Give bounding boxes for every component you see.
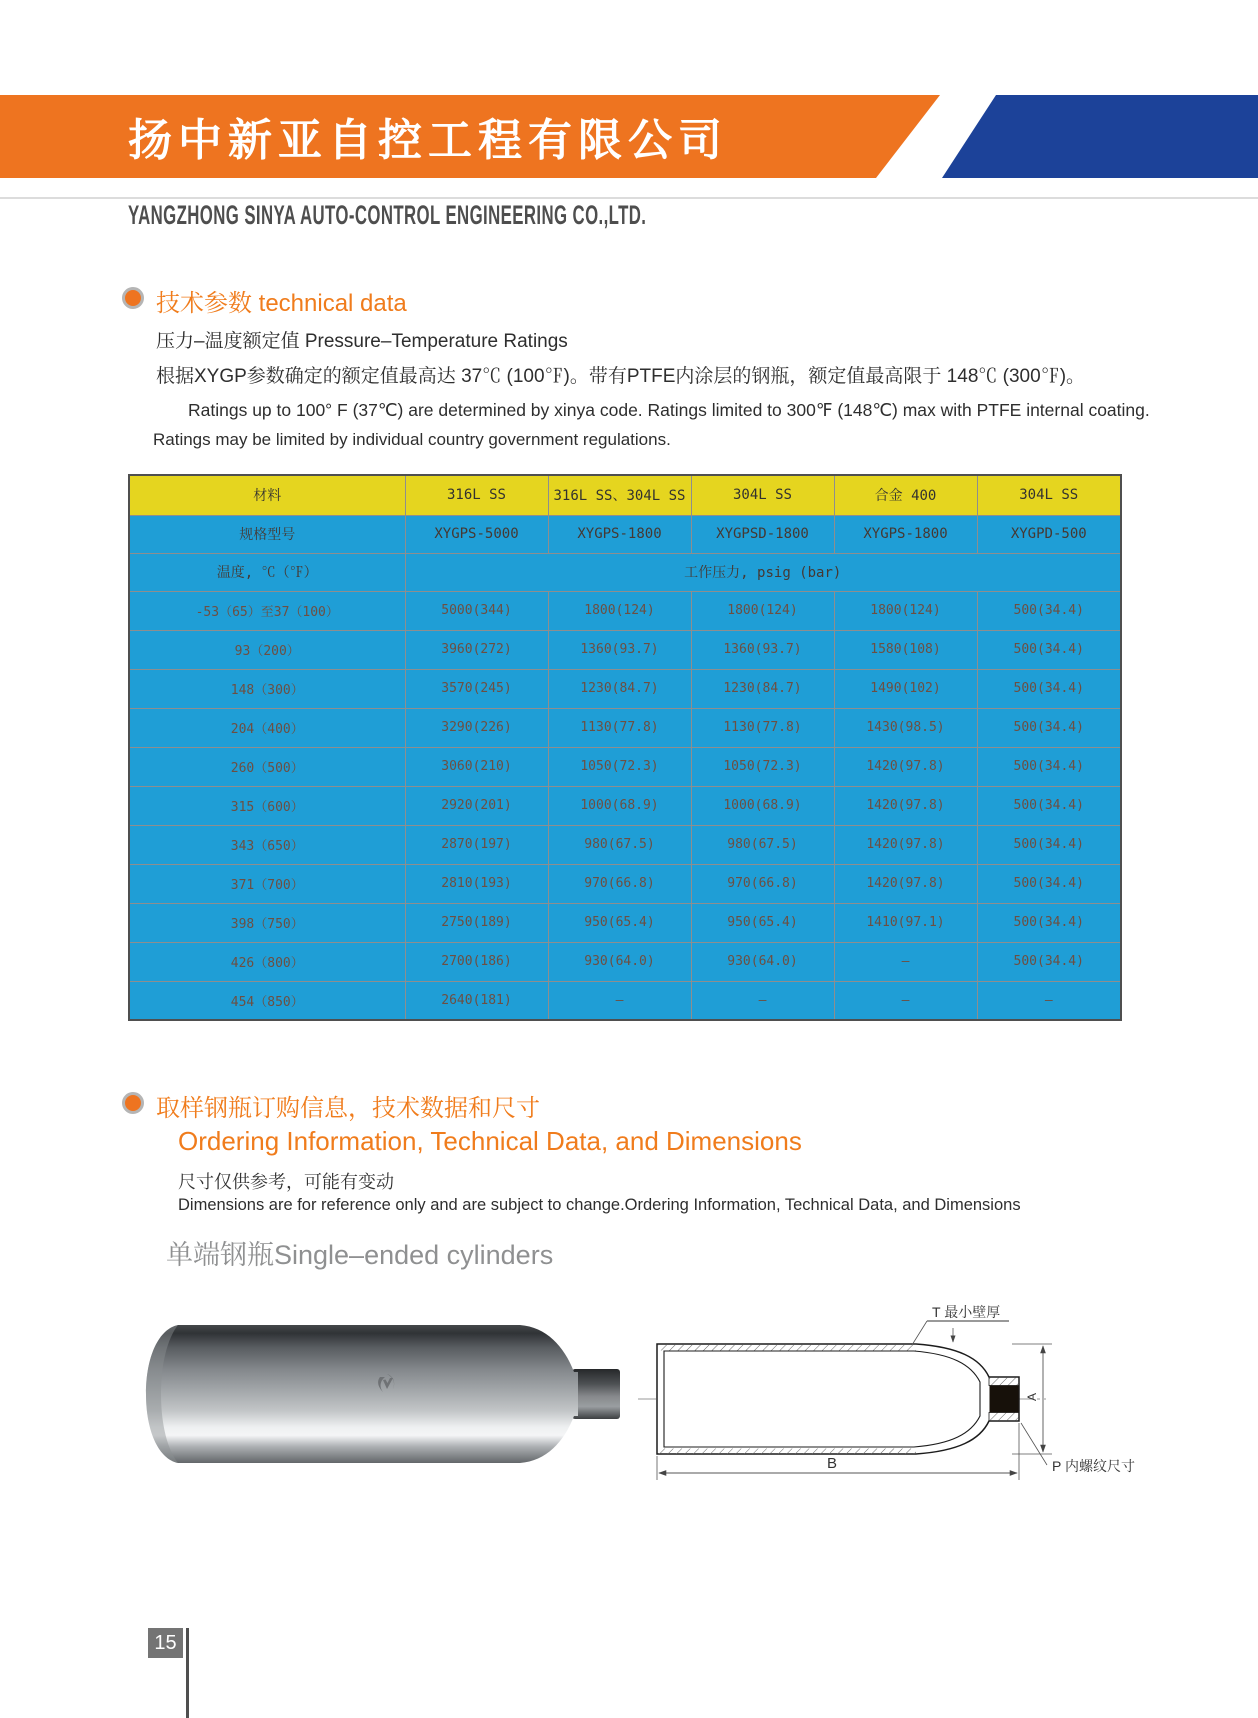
- pressure-cell: 1050(72.3): [548, 747, 691, 786]
- header-cell: 316L SS: [405, 475, 548, 515]
- temperature-cell: 148（300）: [129, 669, 405, 708]
- pressure-cell: 1430(98.5): [834, 708, 977, 747]
- cylinder-body: [146, 1325, 578, 1463]
- table-row: [129, 630, 1121, 669]
- b-dimension-label: B: [826, 1455, 838, 1472]
- ratings-line-cn: 根据XYGP参数确定的额定值最高达 37℃ (100℉)。带有PTFE内涂层的钢瓶，额定值最高限于 148℃ (300℉)。: [156, 366, 1086, 387]
- neck-collar-hatch-top: [989, 1377, 1019, 1386]
- model-cell: XYGPS-1800: [548, 515, 691, 553]
- pressure-cell: 3570(245): [405, 669, 548, 708]
- banner-blue-shape: [942, 95, 1258, 178]
- neck-collar-hatch-bottom: [989, 1413, 1019, 1422]
- pressure-cell: 1580(108): [834, 630, 977, 669]
- pressure-cell: 1360(93.7): [691, 630, 834, 669]
- section1-title: 技术参数 technical data: [156, 290, 407, 317]
- pressure-cell: 1230(84.7): [691, 669, 834, 708]
- temperature-cell: -53（65）至37（100）: [129, 591, 405, 630]
- pressure-cell: 2700(186): [405, 942, 548, 981]
- pressure-cell: 500(34.4): [977, 825, 1121, 864]
- pressure-cell: 1130(77.8): [548, 708, 691, 747]
- pressure-temp-subtitle: 压力–温度额定值 Pressure–Temperature Ratings: [156, 331, 568, 352]
- pressure-cell: 1360(93.7): [548, 630, 691, 669]
- pressure-cell: 500(34.4): [977, 903, 1121, 942]
- pressure-cell: 2870(197): [405, 825, 548, 864]
- pressure-cell: 500(34.4): [977, 630, 1121, 669]
- table-row: [129, 864, 1121, 903]
- temperature-header-cell: 温度, ℃（℉）: [129, 553, 405, 591]
- pressure-cell: 1230(84.7): [548, 669, 691, 708]
- section2-bullet-icon: [122, 1092, 144, 1114]
- pressure-cell: 500(34.4): [977, 591, 1121, 630]
- pressure-cell: 3060(210): [405, 747, 548, 786]
- model-cell: XYGPSD-1800: [691, 515, 834, 553]
- table-row: [129, 669, 1121, 708]
- vessel-outer-wall: [657, 1344, 1019, 1454]
- table-row: [129, 825, 1121, 864]
- pressure-cell: –: [834, 942, 977, 981]
- section1-bullet-icon: [122, 287, 144, 309]
- pressure-cell: 3960(272): [405, 630, 548, 669]
- p-thread-label: P 内螺纹尺寸: [1052, 1458, 1135, 1474]
- pressure-cell: 1130(77.8): [691, 708, 834, 747]
- pressure-cell: –: [977, 981, 1121, 1020]
- table-row: [129, 786, 1121, 825]
- pressure-cell: 980(67.5): [691, 825, 834, 864]
- temperature-cell: 93（200）: [129, 630, 405, 669]
- model-cell: XYGPS-1800: [834, 515, 977, 553]
- pressure-cell: 1490(102): [834, 669, 977, 708]
- pressure-cell: 5000(344): [405, 591, 548, 630]
- pressure-cell: 500(34.4): [977, 864, 1121, 903]
- pressure-cell: 2640(181): [405, 981, 548, 1020]
- table-row: [129, 747, 1121, 786]
- page-number-badge: [148, 1628, 183, 1658]
- pressure-cell: 970(66.8): [548, 864, 691, 903]
- pressure-table-body: [129, 591, 1121, 1020]
- header-cell: 304L SS: [691, 475, 834, 515]
- pressure-cell: 1800(124): [834, 591, 977, 630]
- pressure-cell: 1420(97.8): [834, 786, 977, 825]
- materials-header-row: [129, 475, 1121, 515]
- pressure-cell: 500(34.4): [977, 708, 1121, 747]
- single-ended-cylinders-heading: 单端钢瓶Single–ended cylinders: [166, 1240, 554, 1270]
- pressure-cell: 500(34.4): [977, 942, 1121, 981]
- ratings-regulations-line: Ratings may be limited by individual country government regulations.: [153, 430, 671, 449]
- t-leader-line: [912, 1321, 927, 1345]
- model-row: [129, 515, 1121, 553]
- temperature-cell: 454（850）: [129, 981, 405, 1020]
- pressure-cell: 950(65.4): [548, 903, 691, 942]
- pressure-temperature-table: [128, 474, 1122, 1021]
- page-number: 15: [154, 1631, 177, 1654]
- section2-title-en: Ordering Information, Technical Data, and Dimensions: [178, 1126, 802, 1156]
- temperature-cell: 204（400）: [129, 708, 405, 747]
- pressure-cell: 970(66.8): [691, 864, 834, 903]
- pressure-cell: 1800(124): [691, 591, 834, 630]
- pressure-cell: 1050(72.3): [691, 747, 834, 786]
- header-cell: 316L SS、304L SS: [548, 475, 691, 515]
- model-cell: 规格型号: [129, 515, 405, 553]
- pressure-cell: 930(64.0): [691, 942, 834, 981]
- working-pressure-header-cell: 工作压力, psig (bar): [405, 553, 1121, 591]
- pressure-cell: 500(34.4): [977, 786, 1121, 825]
- pressure-cell: 2920(201): [405, 786, 548, 825]
- temperature-cell: 398（750）: [129, 903, 405, 942]
- model-cell: XYGPS-5000: [405, 515, 548, 553]
- company-name-cn: 扬中新亚自控工程有限公司: [128, 116, 728, 165]
- header-divider: [0, 197, 1258, 199]
- pressure-cell: 980(67.5): [548, 825, 691, 864]
- temperature-cell: 343（650）: [129, 825, 405, 864]
- t-min-wall-label: T 最小壁厚: [932, 1304, 1001, 1320]
- footer-vertical-rule: [186, 1628, 189, 1718]
- pressure-cell: 500(34.4): [977, 747, 1121, 786]
- units-row: [129, 553, 1121, 591]
- header-cell: 304L SS: [977, 475, 1121, 515]
- top-wall-hatch: [658, 1345, 916, 1351]
- bottom-wall-hatch: [658, 1449, 916, 1455]
- pressure-cell: 1800(124): [548, 591, 691, 630]
- pressure-cell: 2810(193): [405, 864, 548, 903]
- table-row: [129, 942, 1121, 981]
- a-dimension-label: A: [1025, 1392, 1039, 1402]
- pressure-cell: –: [834, 981, 977, 1020]
- dimensions-note-en: Dimensions are for reference only and are subject to change.Ordering Information, Technical Data, and Dimensions: [178, 1196, 1021, 1214]
- cylinder-photo: [128, 1322, 628, 1470]
- section2-title-cn: 取样钢瓶订购信息，技术数据和尺寸: [156, 1095, 540, 1122]
- table-row: [129, 708, 1121, 747]
- cylinder-section-drawing: [560, 1290, 1140, 1504]
- temperature-cell: 315（600）: [129, 786, 405, 825]
- dimensions-note-cn: 尺寸仅供参考，可能有变动: [178, 1172, 394, 1192]
- pressure-cell: 1410(97.1): [834, 903, 977, 942]
- pressure-cell: –: [548, 981, 691, 1020]
- pressure-cell: 930(64.0): [548, 942, 691, 981]
- header-cell: 材料: [129, 475, 405, 515]
- threaded-port: [990, 1386, 1019, 1413]
- ratings-line-en: Ratings up to 100° F (37℃) are determined by xinya code. Ratings limited to 300℉ (148℃) max with PTFE internal coating.: [188, 400, 1150, 420]
- pressure-cell: 1000(68.9): [691, 786, 834, 825]
- pressure-cell: 1420(97.8): [834, 747, 977, 786]
- temperature-cell: 371（700）: [129, 864, 405, 903]
- table-row: [129, 903, 1121, 942]
- table-row: [129, 591, 1121, 630]
- pressure-cell: 2750(189): [405, 903, 548, 942]
- company-name-en: YANGZHONG SINYA AUTO-CONTROL ENGINEERING CO.,LTD.: [128, 201, 647, 231]
- pressure-cell: 3290(226): [405, 708, 548, 747]
- pressure-cell: 1000(68.9): [548, 786, 691, 825]
- table-row: [129, 981, 1121, 1020]
- pressure-cell: –: [691, 981, 834, 1020]
- temperature-cell: 426（800）: [129, 942, 405, 981]
- header-cell: 合金 400: [834, 475, 977, 515]
- model-cell: XYGPD-500: [977, 515, 1121, 553]
- pressure-cell: 950(65.4): [691, 903, 834, 942]
- temperature-cell: 260（500）: [129, 747, 405, 786]
- pressure-cell: 1420(97.8): [834, 825, 977, 864]
- pressure-cell: 500(34.4): [977, 669, 1121, 708]
- pressure-cell: 1420(97.8): [834, 864, 977, 903]
